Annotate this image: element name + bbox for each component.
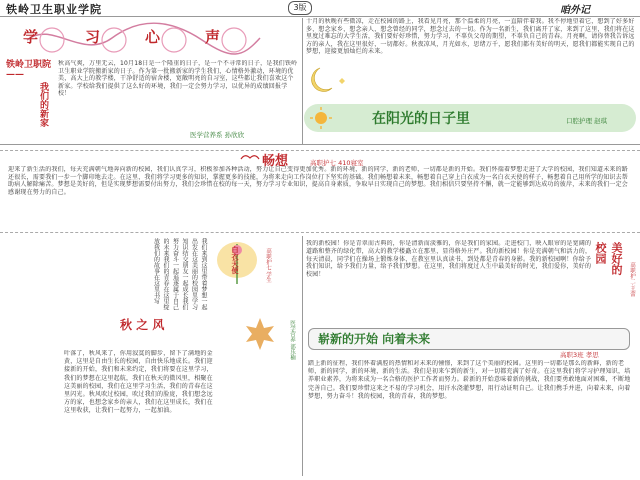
dream-title: 畅想 <box>262 154 289 169</box>
lower-divider <box>302 236 303 476</box>
vertical-poem: 我们来到这里带着梦想一起出发在这美丽的校园里学习知识结交朋友一起成长我们努力奋斗一起追逐属于自己的未来我们的青春在这里绽放我们的故事在这里书写 <box>152 238 207 310</box>
dream-dashed-rule-bottom <box>0 232 640 233</box>
new-start-title: 崭新的开始 向着未来 <box>318 332 431 346</box>
campus-byline: 高职护二·王蕾 <box>629 262 635 297</box>
swirl-decoration-icon <box>22 20 262 60</box>
school-name: 铁岭卫生职业学院 <box>6 3 102 16</box>
campus-title: 美好的校园 <box>594 242 623 275</box>
dream-byline: 高职护七 410寝室 <box>310 159 364 167</box>
sun-decoration <box>308 106 334 130</box>
paper-name: 咱外记 <box>560 5 590 16</box>
moon-decoration <box>302 66 372 92</box>
sunshine-title: 在阳光的日子里 <box>372 111 470 127</box>
bird-icon <box>240 151 260 165</box>
cover-char-3: 心 <box>145 28 161 46</box>
spring-byline: 高职护七 学生 <box>265 248 271 283</box>
cover-char-1: 学 <box>23 28 39 46</box>
moon-poem-text: 十月的秋晚有些微凉，走在校园的路上，我看见月亮，那个温柔的月亮，一直陪伴着我。我不停地望着它，想到了好多好多，想念家乡，想念亲人，想念曾经的同学，想念过去的一切。作为一名新生，我们离开了家，来到了这里，我们将在这里度过难忘的大学生活，我们要好好珍惜，努力学习，不辜负父母的期望，不辜负自己的青春。月亮啊，请你替我告诉远方的亲人，我在这里很好，一切都好。秋夜凉风，月光如水，思绪万千，愿我们都有美好的明天，愿我们都能实现自己的梦想，迎接更加灿烂的未来。 <box>306 18 635 56</box>
section-rule-top <box>0 144 640 145</box>
autumn-text: 叶落了，秋风来了，你用寂寞的脚步，留下了满地的金黄，这里是自由生长的校园，自由快乐地成长。我们迎接新的开始，我们和未来约定，我们将要在这里学习，我们的梦想在这里起航，我们在秋天的微风里，相聚在这美丽的校园，我们在这里学习生活，我们的青春在这里闪光。秋风吹过校园，吹过我们的脸庞，我们想念远方的家，也想念家乡的亲人，我们在这里成长，我们在这里收获，让我们一起努力，一起加油。 <box>64 350 213 415</box>
cover-byline: 医学营养系 孙欣欣 <box>190 131 245 139</box>
autumn-title: 秋 之 风 <box>120 318 165 332</box>
sun-icon <box>308 106 334 130</box>
dream-text: 迎来了新生活的我们，每天充满朝气地奔向新的校园，我们认真学习，积极参加各种活动，努力让自己变得更加优秀。新的环境，新的同学，新的老师，一切都是新的开始。我们怀揣着梦想走进了大学的校园，我们知道未来的路还很长，需要我们一步一个脚印地去走。在这里，我们将学习更多的知识，掌握更多的技能，为将来走向工作岗位打下坚实的基础。我们畅想着未来，畅想着自己穿上白衣成为一名白衣天使的样子，畅想着自己用所学的知识去帮助病人解除痛苦。梦想是美好的，但是实现梦想需要付出努力，我们会珍惜在校的每一天，努力学习专业知识，提高自身素质，争取早日实现自己的梦想。我们相信只要坚持不懈，就一定能够到达成功的彼岸，未来的我们一定会感谢现在努力的自己。 <box>8 166 629 196</box>
dream-bird-decoration <box>240 150 260 164</box>
autumn-byline: 医学营养 部乐楠 <box>289 320 295 361</box>
new-start-text: 踏上新的征程，我们怀着满腔的热情和对未来的憧憬，来到了这个美丽的校园。这里的一切都是那么的新鲜，新的老师，新的同学，新的环境，新的生活。我们是初来乍到的新生，对一切都充满了好奇。在这里我们将学习护理知识，培养职业素养，为将来成为一名合格的医护工作者而努力。崭新的开始意味着新的挑战，我们要勇敢地面对困难，不断地完善自己。我们要珍惜这来之不易的学习机会，用汗水浇灌梦想，用行动证明自己。让我们携手并进，向着未来，向着梦想，努力奋斗！我的校园，我的青春，我的梦想。 <box>308 360 631 400</box>
sunshine-byline: 口腔护理 赵琪 <box>566 117 608 125</box>
crescent-moon-icon <box>302 66 372 92</box>
page-number-badge: 3版 <box>288 1 312 15</box>
cover-intro-text: 秋高气爽，万里无云，10月18日是一个隆重的日子，是一个不寻常的日子，是我们铁岭卫生职业学院搬新家的日子。作为第一批搬新家的学生我们，心情格外激动，环境的优美，高大上的教学楼，干净舒适的宿舍楼，宽敞明亮的自习室，这些都让我们喜欢这个新家。学校给我们提供了这么好的环境，我们一定会努力学习，以优异的成绩回报学校！ <box>58 60 298 98</box>
side-title-2: 我们的新家 <box>38 82 48 127</box>
cover-char-2: 习 <box>85 28 101 46</box>
cover-char-4: 声 <box>205 28 221 46</box>
spring-tag: 白衣天使 <box>231 246 239 274</box>
autumn-decoration <box>240 314 280 354</box>
side-title-1: 铁岭卫职院—— <box>6 60 52 80</box>
new-start-byline: 高职3班 孝思 <box>560 351 599 359</box>
campus-text: 我的新校园！你是青翠而古典的，你是清新而淡雅的，你是我们的家园。走进校门，映入眼帘的是宽阔的道路和整齐的绿化带，高大的教学楼矗立在那里，显得格外庄严。我的新校园！你是充满朝气和活力的，每天清晨，同学们在操场上锻炼身体，在教室里认真读书，到处都是青春的身影。我的新校园啊！你给予我们知识，给予我们力量，给予我们梦想。在这里，我们将度过人生中最美好的时光，我们爱你，美好的校园！ <box>306 240 592 279</box>
dream-dashed-rule <box>0 150 640 151</box>
cover-title-art <box>22 20 262 60</box>
maple-leaf-icon <box>240 314 280 354</box>
